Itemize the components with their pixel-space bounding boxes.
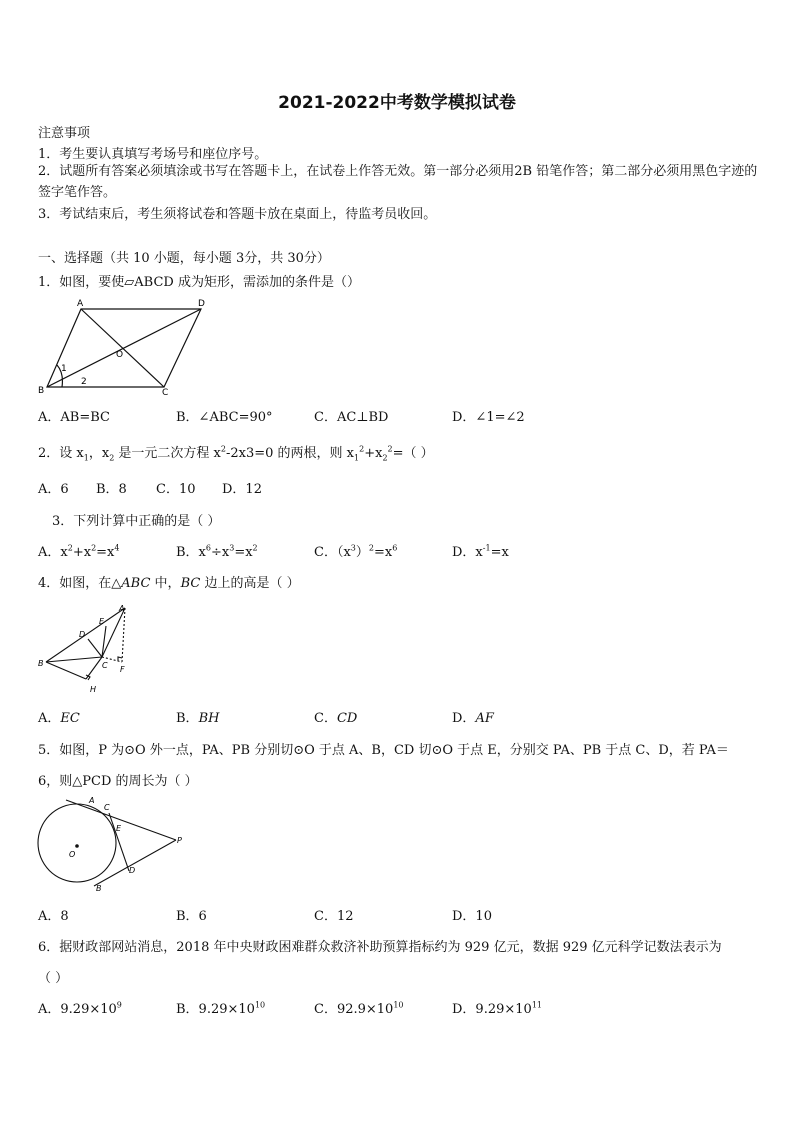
tangent-pa [66, 800, 176, 840]
label-d: D [79, 630, 86, 639]
label-d: D [198, 299, 205, 309]
label-h: H [90, 685, 97, 694]
q4-option-a: A．EC [38, 711, 80, 726]
parallelogram-figure [36, 295, 216, 397]
q6-option-d: D．$9.29\times 10^{11}$ [452, 1000, 542, 1017]
label-e: E [99, 617, 105, 626]
q2-option-b: B．8 [96, 482, 127, 497]
section-heading: 一、选择题（共 10 小题，每小题 3分，共 30分） [38, 251, 330, 266]
q1-option-d: D．∠1=∠2 [452, 410, 525, 425]
label-b: B [38, 386, 45, 396]
label-c: C [104, 803, 110, 812]
label-angle-1: 1 [61, 364, 67, 374]
q3-option-b: B．$x^6\div x^3=x^2$ [176, 543, 258, 560]
label-e: E [116, 824, 122, 833]
question-5-line-2: 6，则△PCD 的周长为（ ） [38, 774, 198, 789]
label-c: C [162, 388, 169, 397]
q2-option-d: D．12 [222, 482, 262, 497]
q6-option-c: C．$92.9\times 10^{10}$ [314, 1000, 404, 1017]
question-6-line-1: 6．据财政部网站消息，2018 年中央财政困难群众救济补助预算指标约为 929 亿元，数据 929 亿元科学记数法表示为 [38, 940, 722, 955]
question-6-line-2: （ ） [38, 971, 69, 986]
diagonal-ac [81, 309, 164, 387]
question-1-text: 1．如图，要使▱ABCD 成为矩形，需添加的条件是（） [38, 275, 360, 290]
segment-cd [88, 639, 102, 657]
label-b: B [96, 884, 102, 893]
q5-option-b: B．6 [176, 909, 207, 924]
q5-option-d: D．10 [452, 909, 492, 924]
center-point [75, 844, 79, 848]
label-a: A [119, 604, 125, 613]
q6-option-b: B．$9.29\times 10^{10}$ [176, 1000, 266, 1017]
label-a: A [89, 796, 95, 805]
q1-option-b: B．∠ABC=90° [176, 410, 273, 425]
side-ba [46, 608, 125, 662]
label-o: O [116, 350, 124, 360]
label-p: P [177, 836, 182, 845]
tangent-pb [94, 840, 176, 886]
question-3-text: 3．下列计算中正确的是（ ） [52, 514, 221, 529]
q2-option-a: A．6 [38, 482, 69, 497]
question-2-text: 2．设 $x_1$，$x_2$ 是一元二次方程 $x^2-2x3=0$ 的两根，则 $x_1^2+x_2^2=$（ ） [38, 444, 434, 463]
diagonal-bd [47, 309, 201, 387]
q1-option-c: C．AC⊥BD [314, 410, 389, 425]
label-a: A [77, 299, 84, 309]
q1-option-a: A．AB=BC [38, 410, 110, 425]
triangle-heights-figure [36, 602, 136, 698]
label-d: D [129, 866, 136, 875]
notice-heading: 注意事项 [38, 126, 91, 141]
label-angle-2: 2 [81, 377, 87, 387]
right-angle-f [118, 657, 122, 661]
circle-tangent-figure [34, 793, 194, 893]
height-af [122, 608, 125, 662]
q4-option-d: D．AF [452, 711, 494, 726]
question-5-line-1: 5．如图，P 为⊙O 外一点，PA、PB 分别切⊙O 于点 A、B，CD 切⊙O 于点 E，分别交 PA、PB 于点 C、D，若 PA＝ [38, 743, 729, 758]
label-b: B [38, 659, 44, 668]
circle-o [38, 804, 116, 882]
label-c: C [102, 661, 108, 670]
q6-option-a: A．$9.29\times 10^9$ [38, 1000, 122, 1017]
label-o: O [69, 850, 76, 859]
q3-option-c: C．$(x^3)^2=x^6$ [314, 543, 398, 560]
page-title: 2021-2022中考数学模拟试卷 [278, 93, 516, 113]
side-bc [46, 657, 102, 662]
q4-option-b: B．BH [176, 711, 220, 726]
label-f: F [120, 665, 125, 674]
notice-item-1: 1．考生要认真填写考场号和座位序号。 [38, 147, 268, 162]
q3-option-a: A．$x^2+x^2=x^4$ [38, 543, 120, 560]
notice-item-3: 3．考试结束后，考生须将试卷和答题卡放在桌面上，待监考员收回。 [38, 207, 437, 222]
q5-option-c: C．12 [314, 909, 354, 924]
question-4-text: 4．如图，在△ABC 中，BC 边上的高是（ ） [38, 576, 300, 591]
q4-option-c: C．CD [314, 711, 358, 726]
notice-item-2: 2．试题所有答案必须填涂或书写在答题卡上，在试卷上作答无效。第一部分必须用2B 铅笔作答；第二部分必须用黑色字迹的签字笔作答。 [38, 164, 758, 200]
q3-option-d: D．$x^{-1}=x$ [452, 543, 509, 560]
q5-option-a: A．8 [38, 909, 69, 924]
height-bh [46, 662, 86, 679]
q2-option-c: C．10 [156, 482, 196, 497]
